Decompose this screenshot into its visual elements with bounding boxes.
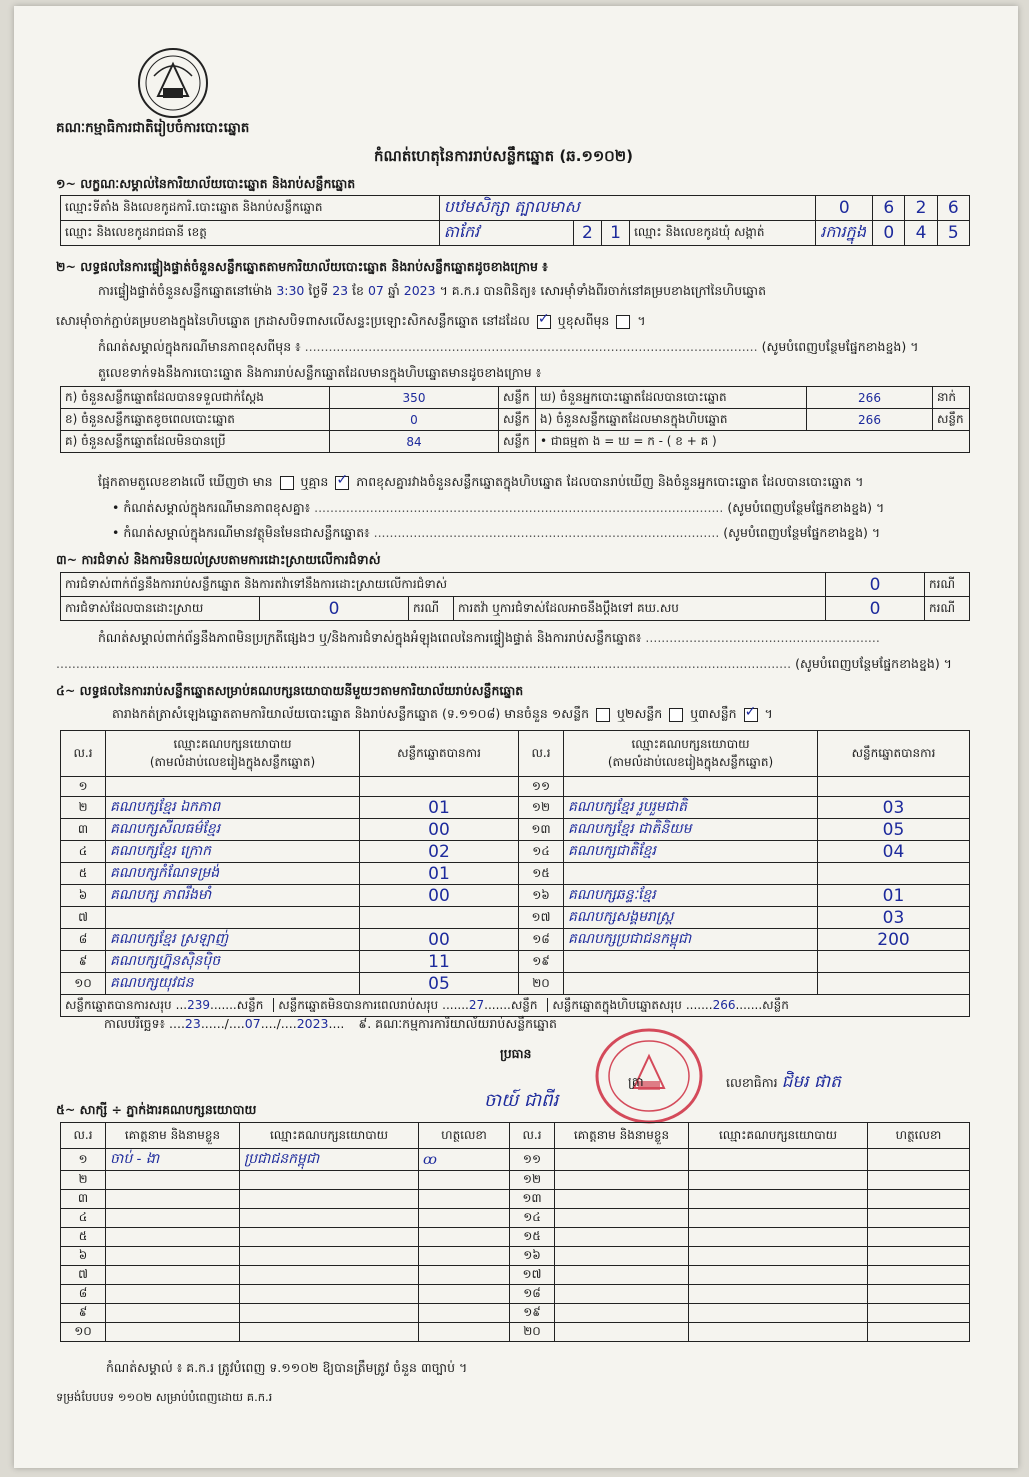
table-row [61,973,970,995]
voted-label: ឃ) ចំនួនអ្នកបោះឆ្នោតដែលបានបោះឆ្នោត [536,387,807,409]
party-no: ១៤ [519,841,564,863]
province-label: ឈ្មោះ និងលេខកូដរាជធានី ខេត្ត [61,221,440,246]
table-row [61,841,970,863]
witness-name [555,1171,689,1190]
secretary-label: លេខាធិការ [726,1075,778,1090]
witness-signature [868,1190,970,1209]
station-code-digit: 6 [873,196,905,221]
party-votes [818,863,970,885]
witness-party [240,1171,419,1190]
party-votes [818,973,970,995]
table-row [61,1247,970,1266]
table-row [61,1285,970,1304]
witness-no: ១២ [510,1171,555,1190]
witness-name [555,1190,689,1209]
spoiled-label: ខ) ចំនួនសន្លឹកឆ្នោតខូចពេលបោះឆ្នោត [61,409,330,431]
difference-note-label: កំណត់សម្គាល់ក្នុងករណីមានភាពខុសពីមុន ៖ [98,339,301,354]
witness-name [106,1228,240,1247]
station-info-table [60,195,970,246]
table-row [61,777,970,797]
party-no: ១៨ [519,929,564,951]
secretary-signature: ជិមរ ផាត [781,1072,841,1092]
witness-no: ៩ [61,1304,106,1323]
party-no: ៣ [61,819,106,841]
witness-no: ៣ [61,1190,106,1209]
one-sheet-label: តារាងកត់ត្រាសំឡេងឆ្នោតតាមការិយាល័យបោះឆ្នោត និងរាប់សន្លឹកឆ្នោត (ទ.១១០៨) មានចំនួន ១សន្លឹក [112,706,590,721]
irregularity-note-line2: ......................................................................................................................................................................................... (សូមបំពេញបន្ថែមផ្នែកខាងខ្នង) ។ [56,656,952,671]
table-row [61,929,970,951]
valid-total-label: សន្លឹកឆ្នោតបានការសរុប [65,997,172,1012]
party-votes: 05 [818,819,970,841]
form-page [14,6,1018,1468]
party-name: គណបក្សហ្វ៊ុនស៊ិនប៉ិច [106,951,360,973]
difference-note-line: កំណត់សម្គាល់ក្នុងករណីមានភាពខុសពីមុន ៖ .................................................................................................................. (សូមបំពេញបន្ថែមផ្នែកខាងខ្នង) ។ [98,339,919,354]
table-row [61,1323,970,1342]
section5-heading: ៥~ សាក្សី ÷ ភ្នាក់ងារគណបក្សនយោបាយ [56,1102,257,1117]
party-name [106,777,360,797]
col-party-subtitle: (តាមលំដាប់លេខរៀងក្នុងសន្លឹកឆ្នោត) [607,754,774,769]
unit-label: សន្លឹក [933,409,970,431]
witness-signature [868,1285,970,1304]
party-no: ៩ [61,951,106,973]
witness-name [555,1209,689,1228]
party-name: គណបក្សសង្គមរាស្ត្រ [564,907,818,929]
party-name: គណបក្ស ភាពរឹងមាំ [106,885,360,907]
stamp-label: ត្រា [628,1074,644,1089]
table-row [61,885,970,907]
objection-value: 0 [826,573,925,597]
col-no-header: ល.រ [519,731,564,777]
committee-label: ៩. គណៈកម្មការការិយាល័យរាប់សន្លឹកឆ្នោត [358,1016,557,1031]
party-name: គណបក្សឆន្ទៈខ្មែរ [564,885,818,907]
witness-no: ២ [61,1171,106,1190]
col-party-title: ឈ្មោះគណបក្សនយោបាយ [631,736,750,751]
witness-party [689,1209,868,1228]
different-checkbox[interactable] [616,315,630,329]
witness-signature [868,1149,970,1171]
station-name-value: បឋមសិក្សា ត្បាលមាស [439,196,816,221]
party-no: ១២ [519,797,564,819]
verify-year-value: 2023 [403,283,436,298]
witness-party [689,1247,868,1266]
witness-name [106,1171,240,1190]
party-votes: 00 [360,819,519,841]
party-votes: 11 [360,951,519,973]
party-votes [360,777,519,797]
formula-text: • ជាធម្មតា ង = ឃ = ក - ( ខ + គ ) [536,431,970,453]
unit-label: សន្លឹក [510,997,538,1012]
org-name: គណៈកម្មាធិការជាតិរៀបចំការបោះឆ្នោត [56,120,250,136]
form-reference: ទម្រង់បែបបទ ១១០២ សម្រាប់បំពេញដោយ គ.ក.រ [56,1390,273,1404]
witness-party [240,1228,419,1247]
difference-note-hint: (សូមបំពេញបន្ថែមផ្នែកខាងខ្នង) ។ [761,339,919,354]
party-name: គណបក្សយុវជន [106,973,360,995]
bullet-difference-label: • កំណត់សម្គាល់ក្នុងករណីមានភាពខុសគ្នា៖ [112,500,311,515]
col-no-header: ល.រ [510,1123,555,1149]
witness-party [240,1323,419,1342]
table-row [61,1190,970,1209]
commune-code-digit: 5 [937,221,969,246]
party-results-table [60,730,970,1017]
party-no: ១៦ [519,885,564,907]
difference-line [98,474,864,490]
table-row [61,1209,970,1228]
col-no-header: ល.រ [61,1123,106,1149]
section1-heading: ១~ លក្ខណៈសម្គាល់នៃការិយាល័យបោះឆ្នោត និងរាប់សន្លឹកឆ្នោត [56,176,356,191]
col-votes-header: សន្លឹកឆ្នោតបានការ [360,731,519,777]
witness-no: ១៦ [510,1247,555,1266]
party-name: គណបក្សខ្មែរ រួបរួមជាតិ [564,797,818,819]
in-box-value: 266 [807,409,933,431]
witness-name [555,1247,689,1266]
party-no: ២ [61,797,106,819]
party-no: ១៩ [519,951,564,973]
witness-name [555,1149,689,1171]
party-votes [818,777,970,797]
party-no: ១ [61,777,106,797]
three-sheet-checkbox[interactable] [744,708,758,722]
witness-no: ៦ [61,1247,106,1266]
witness-no: ១៣ [510,1190,555,1209]
witness-no: ១៥ [510,1228,555,1247]
one-sheet-checkbox[interactable] [596,708,610,722]
col-votes-header: សន្លឹកឆ្នោតបានការ [818,731,970,777]
table-row [61,951,970,973]
bullet-difference-hint: (សូមបំពេញបន្ថែមផ្នែកខាងខ្នង) ។ [727,500,885,515]
objections-table [60,572,970,621]
no-difference-label: ឬគ្មាន [300,474,329,489]
party-name: គណបក្សជាតិខ្មែរ [564,841,818,863]
witness-party [240,1209,419,1228]
party-name: គណបក្សសីលធម៌ខ្មែរ [106,819,360,841]
section3-heading: ៣~ ការជំទាស់ និងការមិនយល់ស្របតាមការដោះស្រាយលើការជំទាស់ [56,552,381,567]
party-no: ៥ [61,863,106,885]
party-no: ១០ [61,973,106,995]
footnote: កំណត់សម្គាល់ ៖ គ.ក.រ ត្រូវបំពេញ ទ.១១០២ ឱ្យបានត្រឹមត្រូវ ចំនួន ៣ច្បាប់ ។ [106,1360,468,1375]
col-name-header: គោត្តនាម និងនាមខ្លួន [106,1123,240,1149]
table-row [61,1171,970,1190]
party-name [564,973,818,995]
station-code-digit: 2 [905,196,937,221]
appeal-label: ការតវ៉ា ឬការជំទាស់ដែលអាចនឹងប្តឹងទៅ គឃ.សប [454,597,826,621]
party-name: គណបក្សខ្មែរ ជាតិនិយម [564,819,818,841]
unit-label: សន្លឹក [499,409,536,431]
party-no: ៦ [61,885,106,907]
resolved-label: ការជំទាស់ដែលបានដោះស្រាយ [61,597,260,621]
witness-signature: ꝏ [419,1149,510,1171]
tally-sheets-line: តារាងកត់ត្រាសំឡេងឆ្នោតតាមការិយាល័យបោះឆ្នោត និងរាប់សន្លឹកឆ្នោត (ទ.១១០៨) មានចំនួន ១សន្លឹក ឬ២សន្លឹក ឬ៣សន្លឹក ✓ ។ [112,706,773,722]
table-row [61,1228,970,1247]
table-row [61,819,970,841]
province-code-digit: 1 [601,221,629,246]
col-party-header [564,731,818,777]
party-votes: 00 [360,885,519,907]
verify-time-label: ការផ្ទៀងផ្ទាត់ចំនួនសន្លឹកឆ្នោតនៅម៉ោង [98,283,273,298]
unit-label: សន្លឹក [236,997,264,1012]
table-row [61,1149,970,1171]
party-no: ២០ [519,973,564,995]
verify-time-value: 3:30 [276,283,305,298]
col-party-title: ឈ្មោះគណបក្សនយោបាយ [173,736,292,751]
province-code-digit: 2 [573,221,601,246]
witness-party [689,1228,868,1247]
commune-label: ឈ្មោះ និងលេខកូដឃុំ សង្កាត់ [630,221,816,246]
has-difference-checkbox[interactable] [280,476,294,490]
verification-line [98,283,766,299]
bullet-foreign-object: • កំណត់សម្គាល់ក្នុងករណីមានវត្ថុមិនមែនជាសន្លឹកឆ្នោត៖ ....................................................................................... (សូមបំពេញបន្ថែមផ្នែកខាងខ្នង) ។ [112,525,881,540]
invalid-total-value: 27 [468,997,485,1012]
party-votes [360,907,519,929]
party-name: គណបក្សខ្មែរ ក្រោក [106,841,360,863]
witness-signature [868,1266,970,1285]
commune-code-digit: 4 [905,221,937,246]
witness-signature [868,1304,970,1323]
three-sheet-label: ឬ៣សន្លឹក [690,706,737,721]
received-label: ក) ចំនួនសន្លឹកឆ្នោតដែលបានទទួលជាក់ស្តែង [61,387,330,409]
witness-party [689,1190,868,1209]
witness-name [106,1190,240,1209]
party-votes: 02 [360,841,519,863]
witness-signature [419,1209,510,1228]
station-code-digit: 0 [816,196,873,221]
witness-name [555,1285,689,1304]
party-votes: 01 [360,863,519,885]
witness-signature [868,1171,970,1190]
unit-label: នាក់ [933,387,970,409]
verify-text: ។ គ.ក.រ បានពិនិត្យ៖ សោរម៉ាំទាំងពីរចាក់នៅគម្របខាងក្រៅនៃហិបឆ្នោត [439,283,767,298]
witness-signature [419,1190,510,1209]
box-total-label: សន្លឹកឆ្នោតក្នុងហិបឆ្នោតសរុប [547,998,686,1012]
table-row [61,907,970,929]
case-label: ករណី [925,597,970,621]
party-votes: 05 [360,973,519,995]
secretary-line [726,1074,841,1091]
witness-name: ចាប់ - ងា [106,1149,240,1171]
chair-label: ប្រធាន [500,1046,532,1061]
witness-name [106,1247,240,1266]
party-name: គណបក្សខ្មែរ ឯកភាព [106,797,360,819]
unit-label: សន្លឹក [499,431,536,453]
party-votes: 04 [818,841,970,863]
party-no: ៤ [61,841,106,863]
col-party-header: ឈ្មោះគណបក្សនយោបាយ [689,1123,868,1149]
witness-party [689,1304,868,1323]
date-line: កាលបរិច្ឆេទ៖ ....23....../....07..../....2023.... ៩. គណៈកម្មការការិយាល័យរាប់សន្លឹកឆ្នោត [104,1016,557,1031]
nec-emblem-icon [136,46,210,120]
table-row [61,863,970,885]
chair-signature: ចាយ៍ ជាពីរ [484,1090,559,1111]
col-party-header: ឈ្មោះគណបក្សនយោបាយ [240,1123,419,1149]
witness-party [689,1323,868,1342]
has-difference-label: ផ្អែកតាមតួលេខខាងលើ ឃើញថា មាន [98,474,273,489]
witness-party [240,1285,419,1304]
witness-signature [868,1209,970,1228]
witness-name [106,1266,240,1285]
witness-table [60,1122,970,1342]
witness-no: ៤ [61,1209,106,1228]
verify-day-label: ថ្ងៃទី [308,283,329,298]
commune-code-digit: 0 [873,221,905,246]
witness-name [106,1285,240,1304]
unused-value: 84 [330,431,499,453]
witness-no: ១៨ [510,1285,555,1304]
witness-party [240,1190,419,1209]
in-box-label: ង) ចំនួនសន្លឹកឆ្នោតដែលមានក្នុងហិបឆ្នោត [536,409,807,431]
totals-row: សន្លឹកឆ្នោតបានការសរុប ...239.......សន្លឹក សន្លឹកឆ្នោតមិនបានការពេលរាប់សរុប .......27.......សន្លឹក សន្លឹកឆ្នោតក្នុងហិបឆ្នោតសរុប .......266.......សន្លឹក [61,995,970,1017]
appeal-value: 0 [826,597,925,621]
station-name-label: ឈ្មោះទីតាំង និងលេខកូដការិ.បោះឆ្នោត និងរាប់សន្លឹកឆ្នោត [61,196,440,221]
witness-no: ៨ [61,1285,106,1304]
witness-no: ១០ [61,1323,106,1342]
witness-party [689,1149,868,1171]
received-value: 350 [330,387,499,409]
verify-month-value: 07 [367,283,384,298]
irregularity-note-label: កំណត់សម្គាល់ពាក់ព័ន្ធនឹងភាពមិនប្រក្រតីផ្សេងៗ ឬ/និងការជំទាស់ក្នុងអំឡុងពេលនៃការផ្ទៀងផ្ទាត់ និងការរាប់សន្លឹកឆ្នោត៖ [98,630,642,645]
witness-name [555,1323,689,1342]
witness-party [240,1304,419,1323]
date-label: កាលបរិច្ឆេទ៖ [104,1016,166,1031]
witness-no: ១ [61,1149,106,1171]
witness-signature [419,1304,510,1323]
col-sign-header: ហត្ថលេខា [868,1123,970,1149]
party-votes: 01 [818,885,970,907]
party-no: ៨ [61,929,106,951]
witness-party [689,1285,868,1304]
party-no: ១៣ [519,819,564,841]
witness-signature [868,1323,970,1342]
station-code-digit: 6 [937,196,969,221]
witness-name [106,1209,240,1228]
table-row [61,797,970,819]
seal-status-line: សោរម៉ាំចាក់ភ្ជាប់គម្របខាងក្នុងនៃហិបឆ្នោត ក្រដាសបិទពាសលើសន្ទះប្រឡោះសិកសន្លឹកឆ្នោត នៅដដែល ✓ ឬខុសពីមុន ។ [56,313,646,329]
party-votes: 03 [818,907,970,929]
witness-party [689,1266,868,1285]
date-year: 2023 [296,1016,329,1031]
table-row [61,1266,970,1285]
col-name-header: គោត្តនាម និងនាមខ្លួន [555,1123,689,1149]
no-difference-checkbox[interactable] [335,476,349,490]
verify-day-value: 23 [332,283,349,298]
party-name [564,951,818,973]
witness-signature [419,1247,510,1266]
witness-signature [868,1247,970,1266]
two-sheet-checkbox[interactable] [669,708,683,722]
resolved-value: 0 [260,597,409,621]
party-votes: 200 [818,929,970,951]
col-party-subtitle: (តាមលំដាប់លេខរៀងក្នុងសន្លឹកឆ្នោត) [149,754,316,769]
unused-label: គ) ចំនួនសន្លឹកឆ្នោតដែលមិនបានប្រើ [61,431,330,453]
bullet-foreign-label: • កំណត់សម្គាល់ក្នុងករណីមានវត្ថុមិនមែនជាសន្លឹកឆ្នោត៖ [112,525,370,540]
witness-name [106,1304,240,1323]
figures-intro: តួលេខទាក់ទងនឹងការបោះឆ្នោត និងការរាប់សន្លឹកឆ្នោតដែលមានក្នុងហិបឆ្នោតមានដូចខាងក្រោម ៖ [98,365,542,380]
witness-no: ១៩ [510,1304,555,1323]
verify-month-label: ខែ [352,283,364,298]
province-value: តាកែវ [439,221,573,246]
witness-no: ១១ [510,1149,555,1171]
irregularity-note: កំណត់សម្គាល់ពាក់ព័ន្ធនឹងភាពមិនប្រក្រតីផ្សេងៗ ឬ/និងការជំទាស់ក្នុងអំឡុងពេលនៃការផ្ទៀងផ្ទាត់ និងការរាប់សន្លឹកឆ្នោត៖ ........................................................... [98,630,880,645]
witness-no: ១៧ [510,1266,555,1285]
witness-party [240,1266,419,1285]
witness-name [555,1304,689,1323]
box-total-value: 266 [712,997,736,1012]
seal-status-text: សោរម៉ាំចាក់ភ្ជាប់គម្របខាងក្នុងនៃហិបឆ្នោត ក្រដាសបិទពាសលើសន្ទះប្រឡោះសិកសន្លឹកឆ្នោត នៅដដែល [56,313,530,328]
voted-value: 266 [807,387,933,409]
ballot-figures-table [60,386,970,453]
unit-label: សន្លឹក [499,387,536,409]
two-sheet-label: ឬ២សន្លឹក [617,706,663,721]
witness-no: ២០ [510,1323,555,1342]
party-name [564,863,818,885]
col-party-header [106,731,360,777]
case-label: ករណី [925,573,970,597]
bullet-foreign-hint: (សូមបំពេញបន្ថែមផ្នែកខាងខ្នង) ។ [723,525,881,540]
col-sign-header: ហត្ថលេខា [419,1123,510,1149]
verify-year-label: ឆ្នាំ [387,283,400,298]
form-title: កំណត់ហេតុនៃការរាប់សន្លឹកឆ្នោត (ឆ.១១០២) [374,147,634,165]
witness-name [555,1266,689,1285]
col-no-header: ល.រ [61,731,106,777]
valid-total-value: 239 [187,997,210,1012]
witness-party [689,1171,868,1190]
same-checkbox[interactable] [537,315,551,329]
party-votes: 03 [818,797,970,819]
witness-signature [419,1323,510,1342]
witness-signature [868,1228,970,1247]
witness-party: ប្រជាជនកម្ពុជា [240,1149,419,1171]
difference-text: ភាពខុសគ្នារវាងចំនួនសន្លឹកឆ្នោតក្នុងហិបឆ្នោត ដែលបានរាប់ឃើញ និងចំនួនអ្នកបោះឆ្នោត ដែលបានបោះឆ្នោត ។ [356,474,864,489]
party-no: ១៥ [519,863,564,885]
party-votes [818,951,970,973]
invalid-total-label: សន្លឹកឆ្នោតមិនបានការពេលរាប់សរុប [273,998,442,1012]
unit-label: សន្លឹក [762,997,789,1012]
party-no: ៧ [61,907,106,929]
witness-name [555,1228,689,1247]
party-votes: 01 [360,797,519,819]
witness-signature [419,1171,510,1190]
party-no: ១១ [519,777,564,797]
section2-heading: ២~ លទ្ធផលនៃការផ្ទៀងផ្ទាត់ចំនួនសន្លឹកឆ្នោតតាមការិយាល័យបោះឆ្នោត និងរាប់សន្លឹកឆ្នោតដូចខាងក្រោម ៖ [56,259,548,274]
party-name [564,777,818,797]
witness-no: ៥ [61,1228,106,1247]
party-no: ១៧ [519,907,564,929]
witness-no: ១៤ [510,1209,555,1228]
witness-signature [419,1266,510,1285]
witness-signature [419,1228,510,1247]
bullet-difference: • កំណត់សម្គាល់ក្នុងករណីមានភាពខុសគ្នា៖ ....................................................................................................... (សូមបំពេញបន្ថែមផ្នែកខាងខ្នង) ។ [112,500,885,515]
official-stamp-icon [594,1026,704,1126]
date-month: 07 [244,1016,261,1031]
section4-heading: ៤~ លទ្ធផលនៃការរាប់សន្លឹកឆ្នោតសម្រាប់គណបក្សនយោបាយនីមួយៗតាមការិយាល័យរាប់សន្លឹកឆ្នោត [56,683,524,698]
commune-value: រការក្នុង [816,221,873,246]
witness-no: ៧ [61,1266,106,1285]
witness-party [240,1247,419,1266]
spoiled-value: 0 [330,409,499,431]
party-name [106,907,360,929]
witness-signature [419,1285,510,1304]
irregularity-note-hint: (សូមបំពេញបន្ថែមផ្នែកខាងខ្នង) ។ [795,656,952,671]
date-day: 23 [184,1016,201,1031]
case-label: ករណី [409,597,454,621]
party-name: គណបក្សខ្មែរ ស្រឡាញ់ [106,929,360,951]
witness-name [106,1323,240,1342]
party-votes: 00 [360,929,519,951]
different-label: ឬខុសពីមុន [557,313,610,328]
table-row [61,1304,970,1323]
party-name: គណបក្សកំណែទម្រង់ [106,863,360,885]
party-name: គណបក្សប្រជាជនកម្ពុជា [564,929,818,951]
objection-label: ការជំទាស់ពាក់ព័ន្ធនឹងការរាប់សន្លឹកឆ្នោត និងការតវ៉ាទៅនឹងការដោះស្រាយលើការជំទាស់ [61,573,826,597]
